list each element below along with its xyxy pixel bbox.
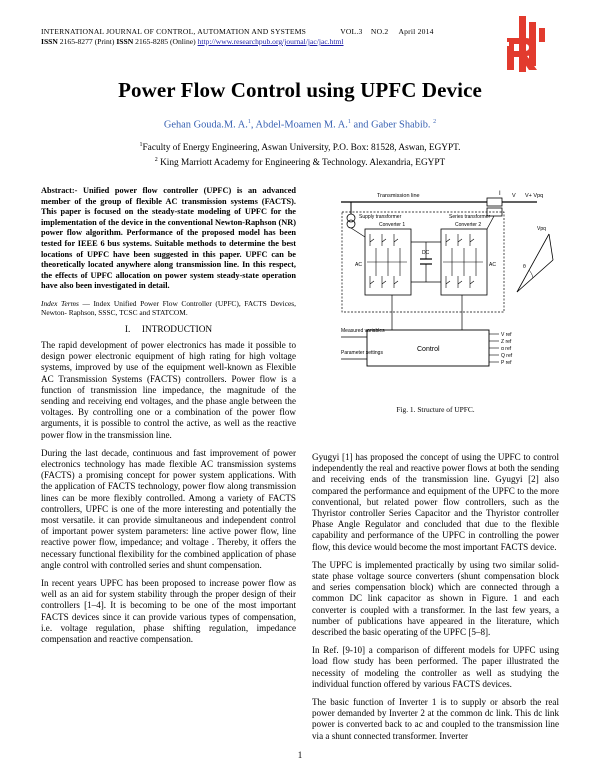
author-1-sup: 1 [247,119,251,125]
author-1: Gehan Gouda.M. A. [163,119,248,131]
header-line-1 [41,27,481,37]
upfc-structure-figure [337,182,557,390]
label-dc: DC [422,250,430,256]
paper-title: Power Flow Control using UPFC Device [118,78,482,102]
affiliations [0,140,600,169]
journal-number: NO.2 [370,27,389,36]
series-transformer-primary [487,198,502,206]
journal-header [41,27,481,47]
shunt-tx-to-conv1 [351,228,365,237]
affiliation-2-text: King Marriott Academy for Engineering & Technology. Alexandria, EGYPT [160,157,446,168]
author-3: and Gaber Shabib. [353,119,431,131]
author-2: Abdel-Moamen M. A. [255,119,348,131]
label-v-plus-vpq: V+ Vpq [525,193,544,199]
section-number: I. [124,324,131,335]
label-zref: Z ref [501,339,512,345]
intro-paragraph-3: In recent years UPFC has been proposed to increase power flow as well as an aid for system stability through the proper design of their controllers [1–4]. It is becoming to be one of the most important FACTS devices since it can provide various types of compensation, i.e. voltage regulation, phase shifting regulation, impedance compensation and reactive compensation. [41,578,296,645]
issn-online: 2165-8285 (Online) [135,37,196,46]
page-number: 1 [297,750,303,760]
phasor-vpq [549,234,553,260]
affiliation-2-sup: 2 [154,156,158,163]
affiliation-1-text: Faculty of Energy Engineering, Aswan University, P.O. Box: 81528, Aswan, EGYPT. [142,143,461,154]
right-paragraph-4: The basic function of Inverter 1 is to supply or absorb the real power demanded by Inverter 2 at the common dc link. This dc link power is converted back to ac and coupled to the transmission line via a shunt connected transformer. Inverter [312,697,559,741]
abstract: Abstract:- Unified power flow controller (UPFC) is an advanced member of the group of flexible AC transmission systems (FACTS). This paper is focused on the steady-state modeling of UPFC for the implementation of the device in the conventional Newton-Raphson (NR) power flow algorithm. Performance of the proposed model has been tested for IEEE 6 bus systems. Suitable methods to determine the best locations of UPFC have been suggested in this paper. UPFC can be theoretically located anywhere along transmission line. In this respect, the effects of UPFC allocation on power system steady-state operation have also been investigated in detail. [41,186,296,291]
right-column [312,452,559,749]
label-v: V [512,193,516,199]
intro-paragraph-2: During the last decade, continuous and fast improvement of power electronics technology has made flexible AC transmission systems (FACTS) a promising concept for power system applications. With the application of FACTS technology, power flow along transmission lines can be more flexibly controlled. Among a variety of FACTS controllers, UPFC is one of the more interesting and potentially the most versatile. it can provide simultaneous and independent control of important power system parameters: line active power flow, line reactive power flow, impedance; and voltage . Thereby, it offers the necessary functional flexibility for the combined application of phase angle control with controlled series and shunt compensation. [41,447,296,570]
section-heading [41,325,296,336]
journal-volume: VOL.3 [340,27,363,36]
reference-lines [489,334,499,362]
journal-name: INTERNATIONAL JOURNAL OF CONTROL, AUTOMATION AND SYSTEMS [41,27,307,36]
affiliation-1-sup: 1 [139,142,143,148]
right-paragraph-1: Gyugyi [1] has proposed the concept of using the UPFC to control independently the real and reactive power flows at both the sending and receiving ends of the transmission line. Gyugyi [2] also compared the performance and equipment of the UPFC to the more conventional, but related power flow controllers, such as the Thyristor controller Series Capacitor and the Thyristor controller Phase Angle Regulator and concluded that due to the flexible capability and performance of the UPFC in controlling the power flow, this device would become the most important FACTS device. [312,452,559,552]
journal-date: April 2014 [398,27,434,36]
index-terms-label: Index Terms [41,298,79,308]
index-terms-text: — Index Unified Power Flow Controller (UPFC), FACTS Devices, Newton- Raphson, SSSC, TCSC and STATCOM. [41,298,297,318]
label-transmission-line: Transmission line [377,193,420,199]
label-converter-2: Converter 2 [455,222,482,228]
label-pref: P ref [501,360,512,366]
label-ac-2: AC [489,262,496,268]
label-series-transformer: Series transformer [449,214,491,220]
converter-1-switches [367,234,407,288]
intro-paragraph-1: The rapid development of power electronics has made it possible to design power electronic equipment of high rating for high voltage systems, improved by use of the equipment well-known as Flexible AC Transmission Systems (FACTS) controllers. Power flow is a function of transmission line impedance, the magnitude of the sending and receiving end voltages, and the phase angle between the voltages. By controlling one or a combination of the power flow arguments, it is possible to control the active, as well as the reactive power flow in the transmission line. [41,339,296,440]
label-converter-1: Converter 1 [379,222,406,228]
index-terms [41,299,296,318]
label-measured-variables: Measured variables [341,328,385,334]
label-control: Control [417,346,440,353]
issn-print: 2165-8277 (Print) [59,37,115,46]
label-i: I [499,191,501,197]
header-line-2 [41,37,481,47]
issn-online-label: ISSN [116,37,134,46]
section-title: INTRODUCTION [141,324,213,335]
left-column [41,186,296,652]
label-qref: Q ref [501,353,513,359]
figure-caption: Fig. 1. Structure of UPFC. [396,405,475,414]
right-paragraph-3: In Ref. [9-10] a comparison of different models for UPFC using load flow study has been performed. The paper illustrated the necessity of modeling the controller as well as studying the individual function offered by various FACTS devices. [312,645,559,689]
converter-2-switches [443,234,483,288]
label-supply-transformer: Supply transformer [359,214,402,220]
affiliation-2 [0,155,600,170]
journal-url-link[interactable]: http://www.researchpub.org/journal/jac/jac.html [197,37,344,46]
phasor-angle-arc [529,270,533,278]
phasor-v [517,234,549,292]
label-vpq: Vpq [537,226,546,232]
author-3-sup: 2 [433,119,437,125]
affiliation-1 [0,140,600,155]
label-theta: θ [523,264,526,270]
authors-line [0,119,600,130]
author-2-sup: 1 [347,119,351,125]
label-parameter-settings: Parameter settings [341,350,383,356]
label-aref: α ref [501,346,512,352]
author-sep: , [250,119,254,131]
issn-print-label: ISSN [41,37,58,46]
supply-transformer-coil-b [347,220,355,228]
label-vref: V ref [501,332,512,338]
label-ac-1: AC [355,262,362,268]
journal-logo-icon [503,16,549,72]
right-paragraph-2: The UPFC is implemented practically by using two similar solid-state phase voltage source converters (shunt compensation block and series compensation block) which are connected through a common DC link capacitor as shown in Figure. 1 and each converter is coupled with a transformer. In the last few years, a number of publications have appeared in the literature, which described the basic operating of the UPFC [5–8]. [312,559,559,638]
